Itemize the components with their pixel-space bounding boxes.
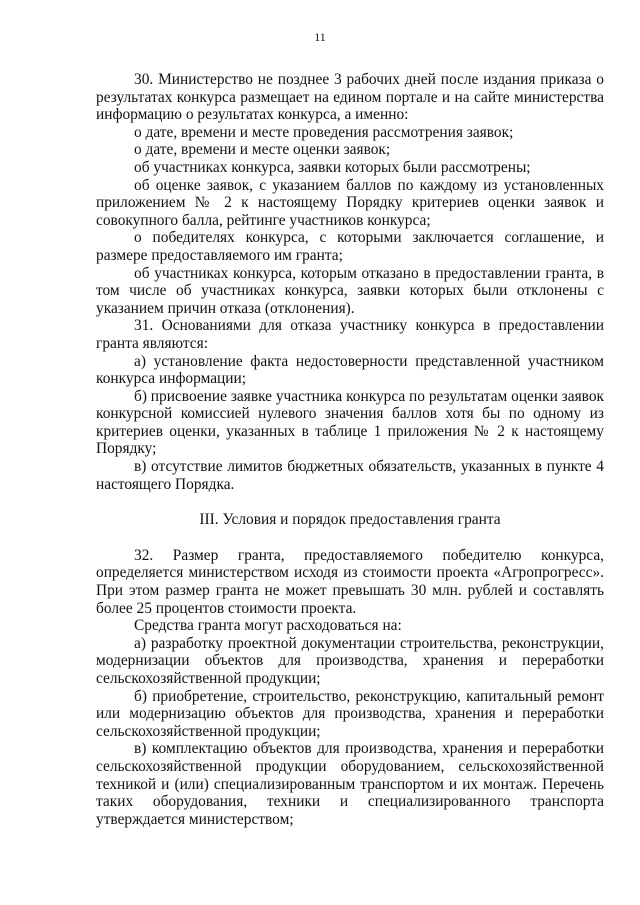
paragraph: 32. Размер гранта, предоставляемого победителю конкурса, определяется министерством исходя из стоимости проекта «Агропрогресс». При этом размер гранта не может превышать 30 млн. рублей и составлять более 25 процентов стоимости проекта. [96, 546, 604, 617]
list-item: об участниках конкурса, заявки которых были рассмотрены; [134, 158, 531, 176]
list-item: об оценке заявок, с указанием баллов по каждому из установленных приложением № 2 к настоящему Порядку критериев оценки заявок и совокупного балла, рейтинге участников конкурса; [96, 176, 604, 229]
document-body [96, 71, 604, 828]
list-item: а) разработку проектной документации строительства, реконструкции, модернизации объектов для производства, хранения и переработки сельскохозяйственной продукции; [96, 634, 604, 687]
paragraph: Средства гранта могут расходоваться на: [134, 617, 402, 635]
page-number: 11 [314, 30, 326, 44]
list-item: об участниках конкурса, которым отказано в предоставлении гранта, в том числе об участниках конкурса, заявки которых были отклонены с указанием причин отказа (отклонения). [96, 264, 604, 317]
list-item: в) отсутствие лимитов бюджетных обязательств, указанных в пункте 4 настоящего Порядка. [96, 458, 604, 493]
section-heading: III. Условия и порядок предоставления гранта [199, 511, 501, 529]
list-item: о победителях конкурса, с которыми заключается соглашение, и размере предоставляемого им гранта; [96, 229, 604, 264]
list-item: о дате, времени и месте оценки заявок; [134, 141, 391, 159]
list-item: о дате, времени и месте проведения рассмотрения заявок; [134, 123, 514, 141]
list-item: б) приобретение, строительство, реконструкцию, капитальный ремонт или модернизацию объектов для производства, хранения и переработки сельскохозяйственной продукции; [96, 687, 604, 740]
list-item: а) установление факта недостоверности представленной участником конкурса информации; [96, 352, 604, 388]
list-item: в) комплектацию объектов для производства, хранения и переработки сельскохозяйственной продукции оборудованием, сельскохозяйственной техникой и (или) специализированным транспортом и их монтаж. Перечень таких оборудования, техники и специализированного транспорта утверждается министерством; [96, 740, 604, 828]
paragraph: 30. Министерство не позднее 3 рабочих дней после издания приказа о результатах конкурса размещает на едином портале и на сайте министерства информацию о результатах конкурса, а именно: [96, 71, 604, 124]
list-item: б) присвоение заявке участника конкурса по результатам оценки заявок конкурсной комиссией нулевого значения баллов хотя бы по одному из критериев оценки, указанных в таблице 1 приложения № 2 к настоящему Порядку; [96, 387, 604, 458]
paragraph: 31. Основаниями для отказа участнику конкурса в предоставлении гранта являются: [96, 317, 604, 352]
